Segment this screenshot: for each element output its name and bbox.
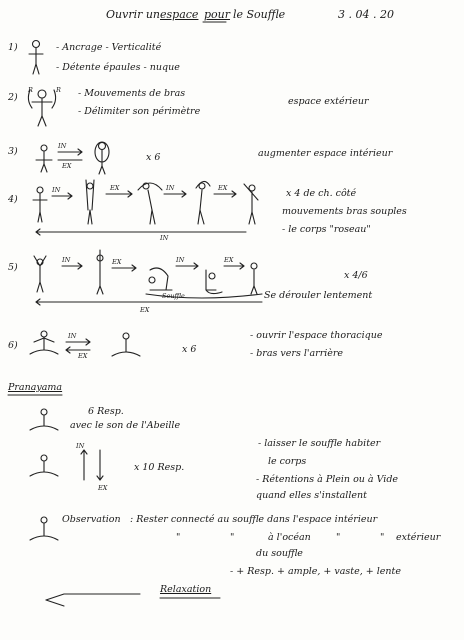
- arms-up-figure-icon: [95, 142, 109, 174]
- roseau-figure-3-icon: [138, 183, 162, 224]
- step-3-note: augmenter espace intérieur: [258, 148, 393, 159]
- arm-circles-figure-icon: [27, 86, 61, 126]
- step-2-note: espace extérieur: [288, 96, 369, 107]
- step-3-ex-label: EX: [62, 162, 72, 170]
- pranayama-repeat: x 10 Resp.: [134, 462, 185, 473]
- relaxation-label: Relaxation: [160, 584, 212, 595]
- step-5-number: 5): [8, 262, 18, 273]
- step-5-ex-label-2: EX: [224, 256, 234, 264]
- date: 3 . 04 . 20: [338, 8, 394, 21]
- step-6-repeat: x 6: [182, 344, 197, 355]
- relaxation-arrow: [46, 594, 140, 600]
- step-2-line-2: - Délimiter son périmètre: [78, 106, 201, 117]
- step-6-in-label: IN: [68, 332, 77, 340]
- standing-figure-icon: [29, 41, 43, 75]
- title-part-1: Ouvrir un: [106, 8, 161, 21]
- step-5-in-label-1: IN: [62, 256, 71, 264]
- step-5-note: Se dérouler lentement: [264, 290, 373, 301]
- observation-ditto-1: ": [176, 532, 181, 543]
- svg-text:R: R: [28, 86, 33, 94]
- step-4-return-in-label: IN: [160, 234, 169, 242]
- seated-arms-open-figure-icon: [30, 331, 58, 354]
- seated-figure-icon: [112, 333, 140, 356]
- arms-up-tall-figure-icon: [97, 250, 103, 294]
- step-5-return-ex-label: EX: [140, 306, 150, 314]
- pranayama-line-1: - laisser le souffle habiter: [258, 438, 381, 449]
- step-2-number: 2): [8, 92, 18, 103]
- observation-line-2: à l'océan: [268, 532, 311, 543]
- step-6-ex-label: EX: [78, 352, 88, 360]
- step-4-ex-label-1: EX: [110, 184, 120, 192]
- step-1-line-1: - Ancrage - Verticalité: [56, 42, 162, 53]
- seated-meditation-figure-2-icon: [30, 455, 58, 476]
- title-part-2: espace: [160, 8, 199, 21]
- upright-figure-icon: [251, 263, 257, 294]
- pranayama-resp-count: 6 Resp.: [88, 406, 124, 417]
- pranayama-in-label: IN: [76, 442, 85, 450]
- svg-text:R: R: [56, 86, 61, 94]
- roseau-figure-1-icon: [33, 187, 47, 222]
- arms-down-figure-icon: [36, 145, 52, 172]
- step-4-ex-label-2: EX: [218, 184, 228, 192]
- step-5-souffle-label: Souffle: [162, 292, 185, 300]
- step-5-in-label-2: IN: [176, 256, 185, 264]
- pranayama-heading: Pranayama: [8, 382, 63, 393]
- step-3-in-label: IN: [58, 142, 67, 150]
- step-4-line-3: - le corps "roseau": [282, 224, 371, 235]
- observation-ditto-3: ": [336, 532, 341, 543]
- step-4-line-1: x 4 de ch. côté: [286, 188, 357, 199]
- step-1-line-2: - Détente épaules - nuque: [56, 62, 180, 73]
- step-6-line-1: - ouvrir l'espace thoracique: [250, 330, 383, 341]
- observation-label: Observation: [62, 514, 121, 525]
- pranayama-resp-note: avec le son de l'Abeille: [70, 420, 181, 431]
- step-6-number: 6): [8, 340, 18, 351]
- step-3-repeat: x 6: [146, 152, 161, 163]
- step-3-number: 3): [8, 146, 18, 157]
- roseau-figure-4-icon: [196, 181, 210, 224]
- crouch-figure-icon: [206, 270, 222, 294]
- step-4-in-label-2: IN: [166, 184, 175, 192]
- step-6-line-2: - bras vers l'arrière: [250, 348, 344, 359]
- pranayama-ex-label: EX: [98, 484, 108, 492]
- pranayama-line-3: - Rétentions à Plein ou à Vide: [256, 474, 399, 485]
- observation-ditto-4: ": [380, 532, 385, 543]
- observation-ditto-2: ": [230, 532, 235, 543]
- arms-raised-figure-icon: [34, 256, 46, 292]
- pranayama-line-2: le corps: [268, 456, 307, 467]
- observation-line-2-end: extérieur: [396, 532, 441, 543]
- title-part-4: le Souffle: [233, 8, 286, 21]
- observation-line-1: : Rester connecté au souffle dans l'espace intérieur: [130, 514, 378, 525]
- step-1-number: 1): [8, 42, 18, 53]
- step-2-line-1: - Mouvements de bras: [78, 88, 186, 99]
- roseau-figure-2-icon: [86, 180, 94, 224]
- observation-line-3: du souffle: [256, 548, 303, 559]
- roseau-figure-5-icon: [244, 184, 258, 224]
- step-5-repeat: x 4/6: [344, 270, 368, 281]
- title-part-3: pour: [204, 8, 231, 21]
- seated-meditation-figure-1-icon: [30, 409, 58, 430]
- step-4-number: 4): [8, 194, 18, 205]
- step-4-line-2: mouvements bras souples: [282, 206, 407, 217]
- forward-bend-figure-icon: [149, 268, 172, 290]
- step-4-in-label-1: IN: [52, 186, 61, 194]
- observation-line-4: - + Resp. + ample, + vaste, + lente: [230, 566, 401, 577]
- seated-observation-figure-icon: [30, 517, 58, 540]
- step-5-ex-label-1: EX: [112, 258, 122, 266]
- pranayama-line-4: quand elles s'installent: [256, 490, 367, 501]
